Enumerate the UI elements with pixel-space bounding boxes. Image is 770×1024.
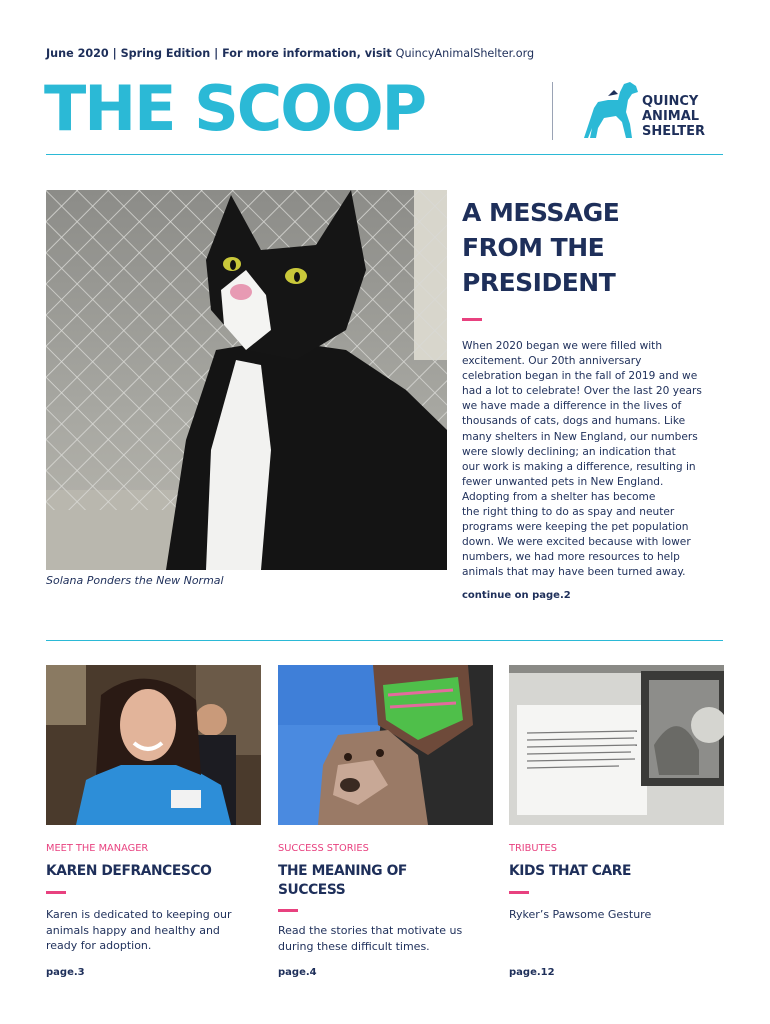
message-body-line: thousands of cats, dogs and humans. Like <box>462 415 686 428</box>
shelter-logo <box>580 78 730 142</box>
card-title[interactable] <box>46 862 211 881</box>
message-body-line: had a lot to celebrate! Over the last 20 years <box>462 385 702 398</box>
card-category: SUCCESS STORIES <box>278 843 369 854</box>
message-body-line: animals that may have been turned away. <box>462 566 686 579</box>
logo-line: ANIMAL <box>642 109 700 124</box>
dog-silhouette-icon <box>580 78 640 142</box>
card-title[interactable] <box>509 862 631 881</box>
card-title-line: THE MEANING OF <box>278 863 407 879</box>
card-text <box>278 923 462 954</box>
message-body-line: celebration began in the fall of 2019 and we <box>462 370 698 383</box>
card-title-line: KAREN DEFRANCESCO <box>46 863 212 879</box>
message-body-line: excitement. Our 20th anniversary <box>462 355 642 368</box>
message-body <box>462 339 724 581</box>
card-text-line: during these difficult times. <box>278 939 430 953</box>
message-body-line: our work is making a difference, resulting in <box>462 460 696 473</box>
card-category: TRIBUTES <box>509 843 557 854</box>
card-page-link[interactable]: page.3 <box>46 967 85 978</box>
message-title-line: A MESSAGE <box>462 198 620 227</box>
success-photo <box>278 665 493 825</box>
tributes-photo <box>509 665 724 825</box>
website-link[interactable]: QuincyAnimalShelter.org <box>395 47 535 60</box>
message-title <box>462 195 619 300</box>
card-text <box>509 907 651 923</box>
card-text-line: Read the stories that motivate us <box>278 924 463 937</box>
message-body-line: down. We were excited because with lower <box>462 536 691 549</box>
message-body-line: were slowly declining; an indication that <box>462 445 676 458</box>
message-body-line: When 2020 began we were filled with <box>462 340 663 352</box>
message-body-line: we have made a difference in the lives of <box>462 400 682 413</box>
header-rule <box>46 154 723 155</box>
card-text-line: Karen is dedicated to keeping our <box>46 908 232 921</box>
card-page-link[interactable]: page.4 <box>278 967 317 978</box>
section-rule <box>46 640 723 641</box>
message-body-line: fewer unwanted pets in New England. <box>462 475 664 488</box>
hero-caption: Solana Ponders the New Normal <box>46 574 224 587</box>
masthead-title: THE SCOOP <box>44 72 426 145</box>
card-title-line: KIDS THAT CARE <box>509 863 632 879</box>
message-body-line: numbers, we had more resources to help <box>462 551 680 564</box>
card-text-line: Ryker’s Pawsome Gesture <box>509 908 652 921</box>
card-page-link[interactable]: page.12 <box>509 967 555 978</box>
edition-line <box>46 47 534 60</box>
card-title[interactable] <box>278 862 407 900</box>
card-text-line: animals happy and healthy and <box>46 923 220 937</box>
logo-line: QUINCY <box>642 94 699 109</box>
message-body-line: programs were keeping the pet population <box>462 521 689 534</box>
card-accent-bar <box>278 909 298 912</box>
message-title-line: FROM THE <box>462 233 605 262</box>
message-title-line: PRESIDENT <box>462 268 616 297</box>
message-accent-bar <box>462 318 482 321</box>
edition-text: June 2020 | Spring Edition | For more information, visit <box>46 47 392 60</box>
card-accent-bar <box>509 891 529 894</box>
message-body-line: the right thing to do as spay and neuter <box>462 506 675 519</box>
manager-photo <box>46 665 261 825</box>
logo-line: SHELTER <box>642 124 706 139</box>
hero-photo <box>46 190 447 570</box>
logo-wordmark <box>642 94 705 139</box>
continue-link[interactable]: continue on page.2 <box>462 590 571 601</box>
card-accent-bar <box>46 891 66 894</box>
header-divider <box>552 82 553 140</box>
card-title-line: SUCCESS <box>278 882 346 898</box>
card-text-line: ready for adoption. <box>46 939 152 952</box>
cat-photo-illustration <box>46 190 447 570</box>
card-text <box>46 907 231 954</box>
card-category: MEET THE MANAGER <box>46 843 149 854</box>
message-body-line: Adopting from a shelter has become <box>462 490 656 503</box>
message-body-line: many shelters in New England, our numbers <box>462 430 698 443</box>
